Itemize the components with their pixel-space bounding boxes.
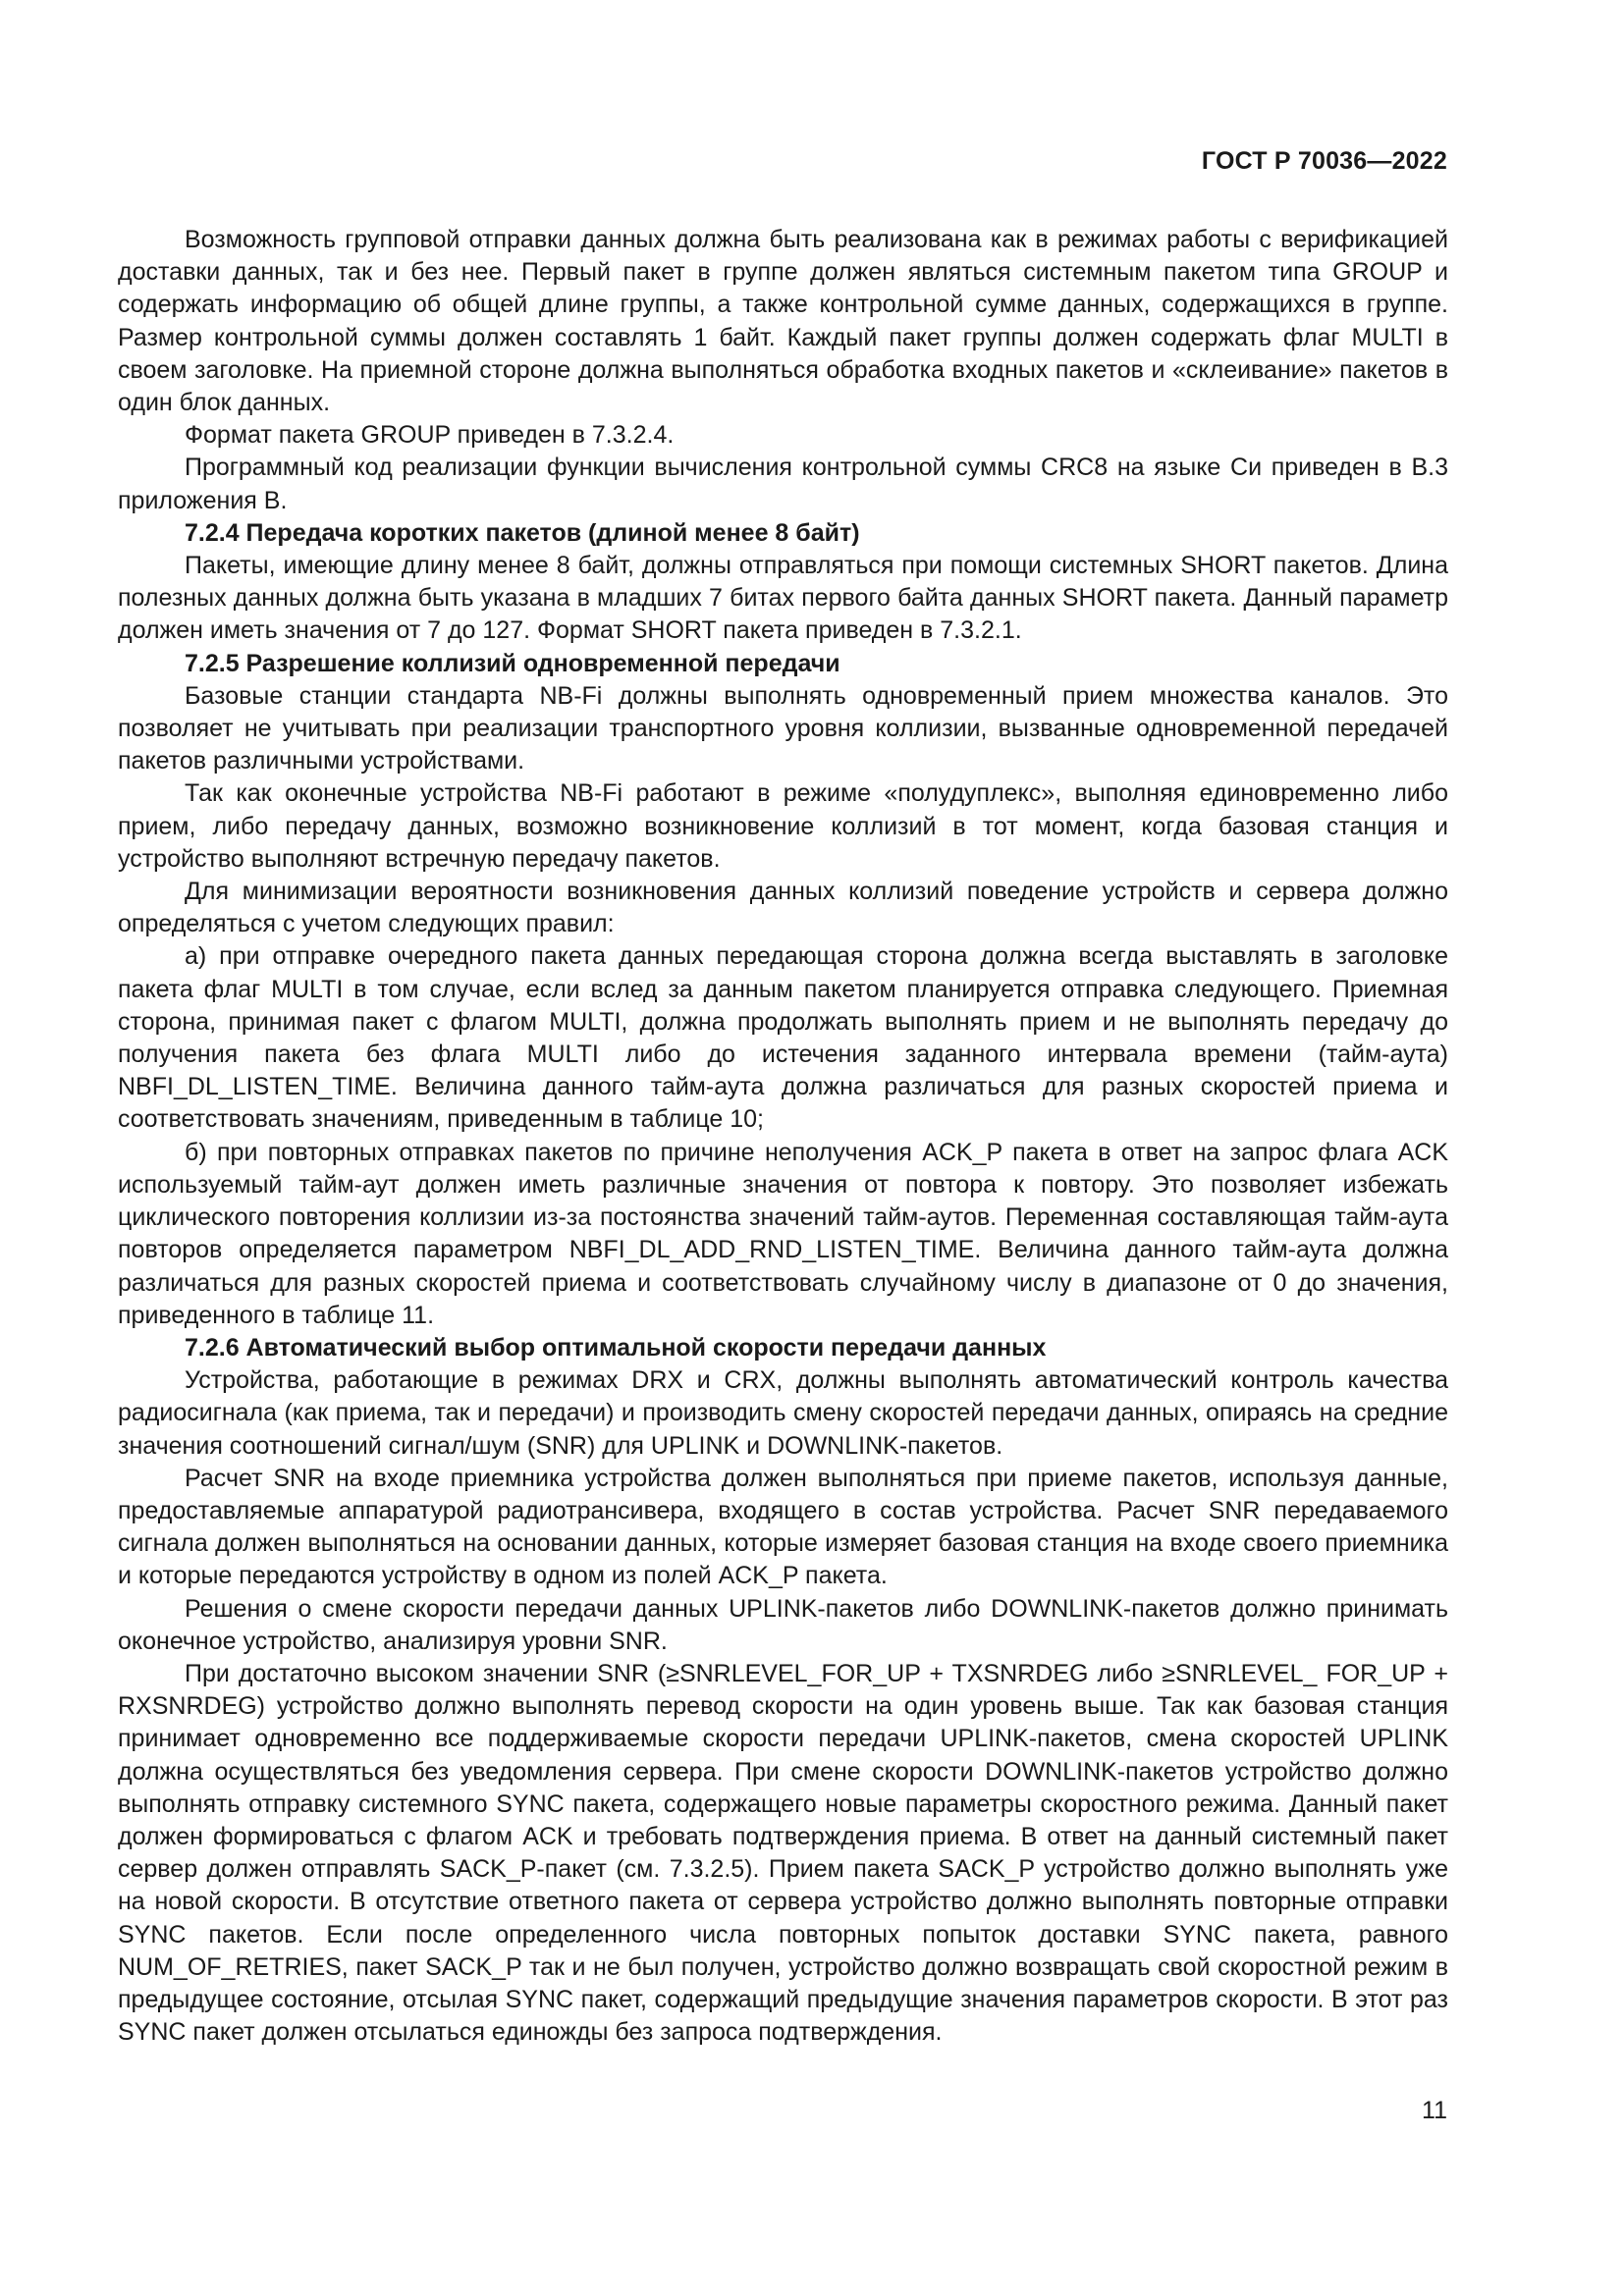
document-body xyxy=(118,224,1448,2049)
paragraph-group-sending: Возможность групповой отправки данных должна быть реализована как в режимах работы с верификацией доставки данных, так и без нее. Первый пакет в группе должен являться системным пакетом типа GROUP и содержать информацию об общей длине группы, а также контрольной сумме данных, содержащихся в группе. Размер контрольной суммы должен составлять 1 байт. Каждый пакет группы должен содержать флаг MULTI в своем заголовке. На приемной стороне должна выполняться обработка входных пакетов и «склеивание» пакетов в один блок данных. xyxy=(118,226,1448,417)
document-header-standard: ГОСТ Р 70036—2022 xyxy=(1201,147,1447,175)
paragraph-half-duplex: Так как оконечные устройства NB-Fi работают в режиме «полудуплекс», выполняя единовременно либо прием, либо передачу данных, возможно возникновение коллизий в тот момент, когда базовая станция и устройство выполняют встречную передачу пакетов. xyxy=(118,779,1448,873)
paragraph-short-packets: Пакеты, имеющие длину менее 8 байт, должны отправляться при помощи системных SHORT пакетов. Длина полезных данных должна быть указана в младших 7 битах первого байта данных SHORT пакета. Данный параметр должен иметь значения от 7 до 127. Формат SHORT пакета приведен в 7.3.2.1. xyxy=(118,552,1448,645)
paragraph-drx-crx: Устройства, работающие в режимах DRX и CRX, должны выполнять автоматический контроль качества радиосигнала (как приема, так и передачи) и производить смену скоростей передачи данных, опираясь на средние значения соотношений сигнал/шум (SNR) для UPLINK и DOWNLINK-пакетов. xyxy=(118,1366,1448,1460)
section-heading-7-2-6: 7.2.6 Автоматический выбор оптимальной скорости передачи данных xyxy=(185,1333,1047,1362)
paragraph-snr-calculation: Расчет SNR на входе приемника устройства должен выполняться при приеме пакетов, используя данные, предоставляемые аппаратурой радиотрансивера, входящего в состав устройства. Расчет SNR передаваемого сигнала должен выполняться на основании данных, которые измеряет базовая станция на входе своего приемника и которые передаются устройству в одном из полей ACK_P пакета. xyxy=(118,1464,1448,1590)
section-heading-7-2-4: 7.2.4 Передача коротких пакетов (длиной менее 8 байт) xyxy=(185,518,860,547)
page-number: 11 xyxy=(1422,2097,1447,2124)
list-item-rule-b: б) при повторных отправках пакетов по причине неполучения ACK_P пакета в ответ на запрос флага ACK используемый тайм-аут должен иметь различные значения от повтора к повтору. Это позволяет избежать циклического повторения коллизии из-за постоянства значений тайм-аутов. Переменная составляющая тайм-аута повторов определяется параметром NBFI_DL_ADD_RND_LISTEN_TIME. Величина данного тайм-аута должна различаться для разных скоростей приема и соответствовать случайному числу в диапазоне от 0 до значения, приведенного в таблице 11. xyxy=(118,1138,1448,1329)
paragraph-group-format: Формат пакета GROUP приведен в 7.3.2.4. xyxy=(185,421,675,450)
paragraph-speed-decision: Решения о смене скорости передачи данных UPLINK-пакетов либо DOWNLINK-пакетов должно принимать оконечное устройство, анализируя уровни SNR. xyxy=(118,1594,1448,1655)
section-heading-7-2-5: 7.2.5 Разрешение коллизий одновременной передачи xyxy=(185,649,840,677)
paragraph-base-stations: Базовые станции стандарта NB-Fi должны выполнять одновременный прием множества каналов. Это позволяет не учитывать при реализации транспортного уровня коллизии, вызванные одновременной передачей пакетов различными устройствами. xyxy=(118,681,1448,775)
paragraph-crc8-code: Программный код реализации функции вычисления контрольной суммы CRC8 на языке Си приведен в В.3 приложения В. xyxy=(118,454,1448,514)
paragraph-collision-rules: Для минимизации вероятности возникновения данных коллизий поведение устройств и сервера должно определяться с учетом следующих правил: xyxy=(118,878,1448,938)
list-item-rule-a: а) при отправке очередного пакета данных передающая сторона должна всегда выставлять в заголовке пакета флаг MULTI в том случае, если вслед за данным пакетом планируется отправка следующего. Приемная сторона, принимая пакет с флагом MULTI, должна продолжать выполнять прием и не выполнять передачу до получения пакета без флага MULTI либо до истечения заданного интервала времени (тайм-аута) NBFI_DL_LISTEN_TIME. Величина данного тайм-аута должна различаться для разных скоростей приема и соответствовать значениям, приведенным в таблице 10; xyxy=(118,942,1448,1134)
paragraph-speed-switch: При достаточно высоком значении SNR (≥SNRLEVEL_FOR_UP + TXSNRDEG либо ≥SNRLEVEL_ FOR_UP + RXSNRDEG) устройство должно выполнять перевод скорости на один уровень выше. Так как базовая станция принимает одновременно все поддерживаемые скорости передачи UPLINK-пакетов, смена скоростей UPLINK должна осуществляться без уведомления сервера. При смене скорости DOWNLINK-пакетов устройство должно выполнять отправку системного SYNC пакета, содержащего новые параметры скоростного режима. Данный пакет должен формироваться с флагом ACK и требовать подтверждения приема. В ответ на данный системный пакет сервер должен отправлять SACK_P-пакет (см. 7.3.2.5). Прием пакета SACK_P устройство должно выполнять уже на новой скорости. В отсутствие ответного пакета от сервера устройство должно выполнять повторные отправки SYNC пакетов. Если после определенного числа повторных попыток доставки SYNC пакета, равного NUM_OF_RETRIES, пакет SACK_P так и не был получен, устройство должно возвращать свой скоростной режим в предыдущее состояние, отсылая SYNC пакет, содержащий предыдущие значения параметров скорости. В этот раз SYNC пакет должен отсылаться единожды без запроса подтверждения. xyxy=(118,1659,1448,2047)
